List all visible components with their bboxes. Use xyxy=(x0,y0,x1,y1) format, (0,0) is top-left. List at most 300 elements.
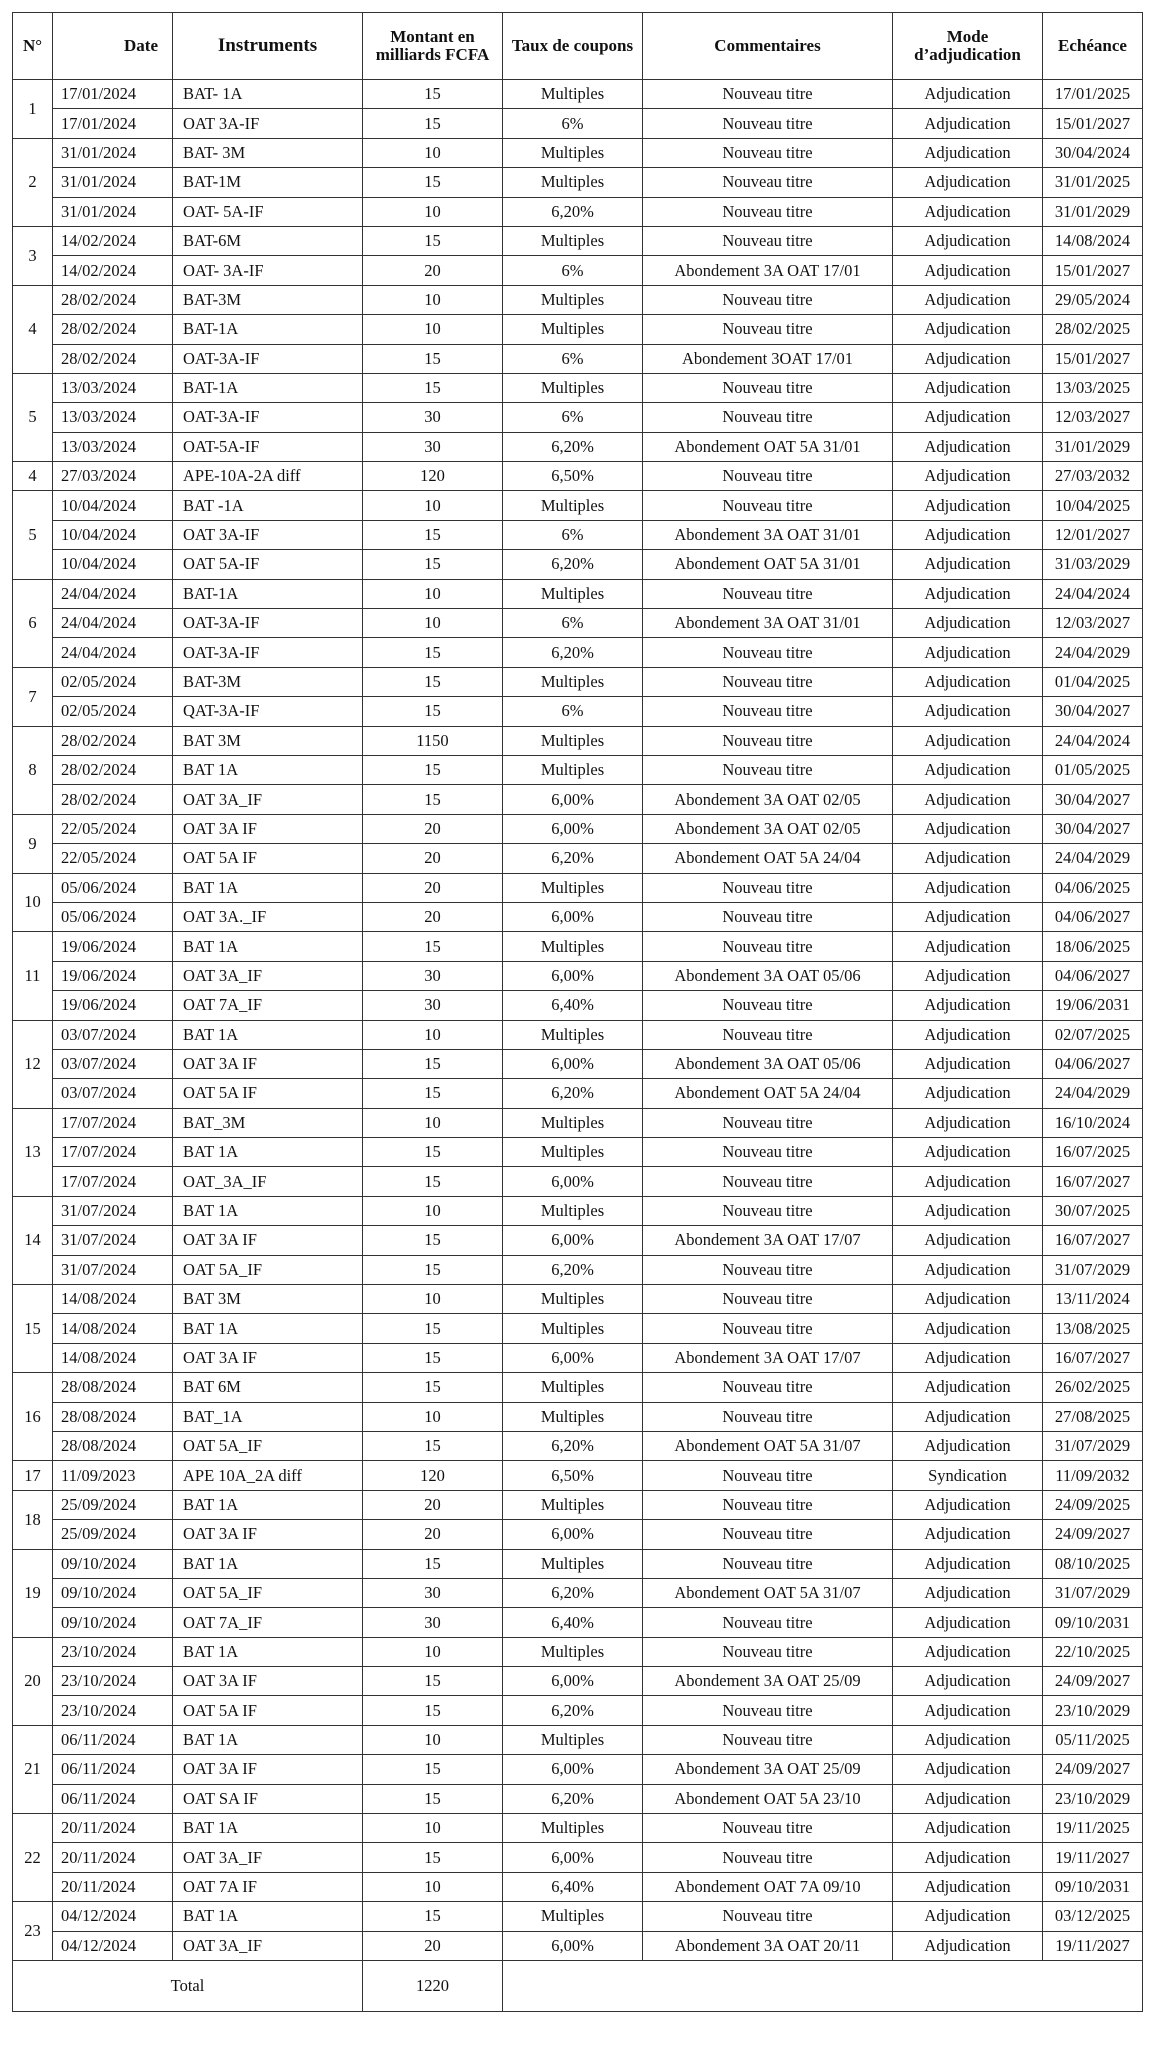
cell-commentaire: Abondement 3A OAT 02/05 xyxy=(643,785,893,814)
cell-echeance: 12/01/2027 xyxy=(1043,520,1143,549)
cell-date: 28/08/2024 xyxy=(53,1431,173,1460)
cell-instrument: OAT 5A_IF xyxy=(173,1255,363,1284)
cell-taux: 6,00% xyxy=(503,785,643,814)
cell-commentaire: Abondement 3OAT 17/01 xyxy=(643,344,893,373)
cell-commentaire: Nouveau titre xyxy=(643,1402,893,1431)
table-row xyxy=(13,1667,1143,1696)
cell-instrument: OAT 3A_IF xyxy=(173,785,363,814)
cell-mode: Adjudication xyxy=(893,432,1043,461)
cell-mode: Adjudication xyxy=(893,256,1043,285)
cell-echeance: 15/01/2027 xyxy=(1043,256,1143,285)
cell-mode: Adjudication xyxy=(893,550,1043,579)
cell-montant: 15 xyxy=(363,1667,503,1696)
cell-instrument: OAT 7A_IF xyxy=(173,991,363,1020)
cell-montant: 15 xyxy=(363,1343,503,1372)
cell-date: 23/10/2024 xyxy=(53,1667,173,1696)
cell-echeance: 02/07/2025 xyxy=(1043,1020,1143,1049)
header-mode: Mode d’adjudication xyxy=(893,13,1043,80)
cell-echeance: 12/03/2027 xyxy=(1043,403,1143,432)
cell-montant: 30 xyxy=(363,961,503,990)
cell-echeance: 18/06/2025 xyxy=(1043,932,1143,961)
cell-commentaire: Abondement 3A OAT 05/06 xyxy=(643,961,893,990)
cell-instrument: OAT 3A IF xyxy=(173,1520,363,1549)
cell-taux: 6,50% xyxy=(503,462,643,491)
cell-instrument: OAT-3A-IF xyxy=(173,609,363,638)
cell-montant: 20 xyxy=(363,1931,503,1960)
table-row xyxy=(13,1285,1143,1314)
cell-commentaire: Nouveau titre xyxy=(643,1902,893,1931)
cell-date: 31/07/2024 xyxy=(53,1226,173,1255)
cell-taux: Multiples xyxy=(503,138,643,167)
cell-date: 20/11/2024 xyxy=(53,1843,173,1872)
cell-instrument: OAT 3A IF xyxy=(173,1343,363,1372)
cell-date: 28/08/2024 xyxy=(53,1402,173,1431)
table-row xyxy=(13,197,1143,226)
cell-commentaire: Abondement 3A OAT 25/09 xyxy=(643,1667,893,1696)
cell-echeance: 15/01/2027 xyxy=(1043,109,1143,138)
cell-mode: Adjudication xyxy=(893,1314,1043,1343)
cell-mode: Adjudication xyxy=(893,726,1043,755)
cell-date: 09/10/2024 xyxy=(53,1578,173,1607)
cell-montant: 30 xyxy=(363,432,503,461)
cell-instrument: OAT-3A-IF xyxy=(173,403,363,432)
table-row xyxy=(13,726,1143,755)
group-number: 18 xyxy=(13,1490,53,1549)
cell-commentaire: Abondement 3A OAT 02/05 xyxy=(643,814,893,843)
cell-instrument: BAT 3M xyxy=(173,726,363,755)
cell-date: 06/11/2024 xyxy=(53,1784,173,1813)
cell-date: 09/10/2024 xyxy=(53,1549,173,1578)
cell-instrument: BAT 3M xyxy=(173,1285,363,1314)
cell-mode: Adjudication xyxy=(893,961,1043,990)
cell-taux: 6,00% xyxy=(503,1049,643,1078)
cell-echeance: 01/04/2025 xyxy=(1043,667,1143,696)
cell-instrument: BAT-1A xyxy=(173,373,363,402)
cell-montant: 15 xyxy=(363,1226,503,1255)
cell-echeance: 31/07/2029 xyxy=(1043,1578,1143,1607)
table-row xyxy=(13,609,1143,638)
group-number: 11 xyxy=(13,932,53,1020)
table-row xyxy=(13,520,1143,549)
cell-mode: Adjudication xyxy=(893,873,1043,902)
cell-instrument: OAT 3A IF xyxy=(173,1049,363,1078)
cell-mode: Adjudication xyxy=(893,1696,1043,1725)
group-number: 4 xyxy=(13,462,53,491)
cell-instrument: BAT-3M xyxy=(173,285,363,314)
cell-montant: 15 xyxy=(363,1314,503,1343)
cell-mode: Adjudication xyxy=(893,1667,1043,1696)
cell-mode: Adjudication xyxy=(893,1167,1043,1196)
cell-instrument: OAT 5A-IF xyxy=(173,550,363,579)
cell-mode: Syndication xyxy=(893,1461,1043,1490)
cell-mode: Adjudication xyxy=(893,1285,1043,1314)
cell-instrument: BAT-1A xyxy=(173,315,363,344)
cell-commentaire: Nouveau titre xyxy=(643,1608,893,1637)
table-row xyxy=(13,432,1143,461)
cell-taux: Multiples xyxy=(503,1020,643,1049)
group-number: 10 xyxy=(13,873,53,932)
cell-commentaire: Abondement 3A OAT 05/06 xyxy=(643,1049,893,1078)
cell-instrument: BAT 1A xyxy=(173,932,363,961)
cell-commentaire: Nouveau titre xyxy=(643,1520,893,1549)
cell-date: 14/02/2024 xyxy=(53,256,173,285)
cell-echeance: 24/09/2027 xyxy=(1043,1755,1143,1784)
cell-taux: Multiples xyxy=(503,755,643,784)
cell-echeance: 24/04/2029 xyxy=(1043,1079,1143,1108)
cell-commentaire: Nouveau titre xyxy=(643,1696,893,1725)
cell-echeance: 11/09/2032 xyxy=(1043,1461,1143,1490)
cell-date: 28/08/2024 xyxy=(53,1373,173,1402)
cell-instrument: BAT 1A xyxy=(173,1902,363,1931)
cell-taux: 6% xyxy=(503,109,643,138)
cell-echeance: 16/10/2024 xyxy=(1043,1108,1143,1137)
cell-instrument: BAT-6M xyxy=(173,226,363,255)
header-instruments: Instruments xyxy=(173,13,363,80)
cell-echeance: 15/01/2027 xyxy=(1043,344,1143,373)
cell-echeance: 19/11/2025 xyxy=(1043,1814,1143,1843)
cell-taux: Multiples xyxy=(503,1725,643,1754)
cell-echeance: 16/07/2027 xyxy=(1043,1226,1143,1255)
cell-taux: 6,20% xyxy=(503,1784,643,1813)
group-number: 20 xyxy=(13,1637,53,1725)
cell-date: 14/08/2024 xyxy=(53,1285,173,1314)
cell-taux: 6,00% xyxy=(503,902,643,931)
cell-date: 31/07/2024 xyxy=(53,1255,173,1284)
cell-taux: Multiples xyxy=(503,168,643,197)
cell-mode: Adjudication xyxy=(893,1108,1043,1137)
cell-taux: 6,20% xyxy=(503,197,643,226)
cell-instrument: OAT-3A-IF xyxy=(173,344,363,373)
cell-instrument: BAT 1A xyxy=(173,1314,363,1343)
issuance-table xyxy=(12,12,1143,2012)
cell-mode: Adjudication xyxy=(893,844,1043,873)
cell-commentaire: Nouveau titre xyxy=(643,1020,893,1049)
cell-instrument: OAT_3A_IF xyxy=(173,1167,363,1196)
cell-mode: Adjudication xyxy=(893,1872,1043,1901)
table-row xyxy=(13,1196,1143,1225)
cell-montant: 20 xyxy=(363,873,503,902)
cell-mode: Adjudication xyxy=(893,1079,1043,1108)
cell-mode: Adjudication xyxy=(893,168,1043,197)
cell-taux: 6% xyxy=(503,256,643,285)
cell-commentaire: Nouveau titre xyxy=(643,1255,893,1284)
cell-echeance: 16/07/2027 xyxy=(1043,1343,1143,1372)
cell-mode: Adjudication xyxy=(893,1196,1043,1225)
group-number: 13 xyxy=(13,1108,53,1196)
cell-instrument: QAT-3A-IF xyxy=(173,697,363,726)
cell-echeance: 13/11/2024 xyxy=(1043,1285,1143,1314)
table-row xyxy=(13,1902,1143,1931)
cell-date: 25/09/2024 xyxy=(53,1520,173,1549)
cell-commentaire: Nouveau titre xyxy=(643,1167,893,1196)
cell-commentaire: Nouveau titre xyxy=(643,667,893,696)
cell-montant: 30 xyxy=(363,1578,503,1607)
cell-instrument: BAT_3M xyxy=(173,1108,363,1137)
cell-mode: Adjudication xyxy=(893,1490,1043,1519)
cell-taux: 6% xyxy=(503,403,643,432)
cell-montant: 10 xyxy=(363,1814,503,1843)
cell-montant: 15 xyxy=(363,932,503,961)
cell-commentaire: Abondement 3A OAT 31/01 xyxy=(643,520,893,549)
cell-instrument: OAT 5A IF xyxy=(173,844,363,873)
cell-montant: 15 xyxy=(363,1431,503,1460)
cell-taux: Multiples xyxy=(503,80,643,109)
cell-montant: 30 xyxy=(363,403,503,432)
cell-date: 17/07/2024 xyxy=(53,1138,173,1167)
table-row xyxy=(13,403,1143,432)
cell-echeance: 13/08/2025 xyxy=(1043,1314,1143,1343)
cell-mode: Adjudication xyxy=(893,785,1043,814)
table-row xyxy=(13,1255,1143,1284)
cell-commentaire: Abondement OAT 5A 31/01 xyxy=(643,432,893,461)
cell-montant: 10 xyxy=(363,1872,503,1901)
cell-mode: Adjudication xyxy=(893,1578,1043,1607)
table-row xyxy=(13,1402,1143,1431)
cell-instrument: OAT 3A IF xyxy=(173,1755,363,1784)
cell-commentaire: Nouveau titre xyxy=(643,1549,893,1578)
table-row xyxy=(13,1049,1143,1078)
cell-taux: 6,20% xyxy=(503,1578,643,1607)
table-row xyxy=(13,844,1143,873)
table-row xyxy=(13,1431,1143,1460)
cell-montant: 15 xyxy=(363,550,503,579)
cell-echeance: 24/09/2027 xyxy=(1043,1667,1143,1696)
table-row xyxy=(13,638,1143,667)
cell-instrument: OAT 5A IF xyxy=(173,1079,363,1108)
cell-instrument: OAT 3A IF xyxy=(173,1226,363,1255)
cell-taux: Multiples xyxy=(503,873,643,902)
cell-taux: 6,00% xyxy=(503,814,643,843)
cell-taux: Multiples xyxy=(503,726,643,755)
cell-montant: 15 xyxy=(363,667,503,696)
cell-instrument: BAT 1A xyxy=(173,873,363,902)
cell-montant: 15 xyxy=(363,638,503,667)
cell-taux: 6,40% xyxy=(503,1872,643,1901)
cell-date: 06/11/2024 xyxy=(53,1755,173,1784)
cell-montant: 15 xyxy=(363,1784,503,1813)
cell-mode: Adjudication xyxy=(893,373,1043,402)
cell-instrument: BAT- 1A xyxy=(173,80,363,109)
cell-taux: 6,00% xyxy=(503,1755,643,1784)
cell-montant: 15 xyxy=(363,697,503,726)
cell-echeance: 14/08/2024 xyxy=(1043,226,1143,255)
table-row xyxy=(13,785,1143,814)
table-row xyxy=(13,344,1143,373)
cell-echeance: 04/06/2025 xyxy=(1043,873,1143,902)
cell-commentaire: Abondement 3A OAT 20/11 xyxy=(643,1931,893,1960)
cell-date: 13/03/2024 xyxy=(53,403,173,432)
cell-echeance: 31/07/2029 xyxy=(1043,1431,1143,1460)
table-row xyxy=(13,1461,1143,1490)
cell-commentaire: Abondement OAT 5A 23/10 xyxy=(643,1784,893,1813)
cell-montant: 15 xyxy=(363,1549,503,1578)
cell-date: 03/07/2024 xyxy=(53,1049,173,1078)
cell-commentaire: Nouveau titre xyxy=(643,1138,893,1167)
cell-instrument: OAT 3A._IF xyxy=(173,902,363,931)
cell-date: 28/02/2024 xyxy=(53,755,173,784)
table-row xyxy=(13,491,1143,520)
cell-montant: 15 xyxy=(363,755,503,784)
cell-echeance: 04/06/2027 xyxy=(1043,961,1143,990)
cell-montant: 15 xyxy=(363,1138,503,1167)
cell-commentaire: Abondement OAT 7A 09/10 xyxy=(643,1872,893,1901)
cell-montant: 10 xyxy=(363,1725,503,1754)
cell-taux: Multiples xyxy=(503,1196,643,1225)
cell-date: 19/06/2024 xyxy=(53,932,173,961)
group-number: 3 xyxy=(13,226,53,285)
cell-montant: 15 xyxy=(363,373,503,402)
cell-date: 09/10/2024 xyxy=(53,1608,173,1637)
cell-echeance: 24/09/2025 xyxy=(1043,1490,1143,1519)
cell-mode: Adjudication xyxy=(893,1343,1043,1372)
cell-instrument: APE-10A-2A diff xyxy=(173,462,363,491)
table-row xyxy=(13,168,1143,197)
cell-instrument: OAT 3A IF xyxy=(173,1667,363,1696)
group-number: 15 xyxy=(13,1285,53,1373)
group-number: 1 xyxy=(13,80,53,139)
cell-date: 31/07/2024 xyxy=(53,1196,173,1225)
table-row xyxy=(13,1490,1143,1519)
cell-mode: Adjudication xyxy=(893,138,1043,167)
table-row xyxy=(13,873,1143,902)
cell-instrument: BAT 1A xyxy=(173,1138,363,1167)
cell-commentaire: Nouveau titre xyxy=(643,579,893,608)
cell-mode: Adjudication xyxy=(893,902,1043,931)
cell-commentaire: Nouveau titre xyxy=(643,80,893,109)
table-row xyxy=(13,902,1143,931)
cell-echeance: 04/06/2027 xyxy=(1043,902,1143,931)
cell-taux: 6,00% xyxy=(503,961,643,990)
cell-date: 28/02/2024 xyxy=(53,726,173,755)
cell-date: 31/01/2024 xyxy=(53,197,173,226)
cell-montant: 15 xyxy=(363,226,503,255)
cell-echeance: 22/10/2025 xyxy=(1043,1637,1143,1666)
cell-taux: 6% xyxy=(503,520,643,549)
cell-mode: Adjudication xyxy=(893,697,1043,726)
table-row xyxy=(13,1608,1143,1637)
cell-montant: 30 xyxy=(363,991,503,1020)
cell-echeance: 27/08/2025 xyxy=(1043,1402,1143,1431)
group-number: 2 xyxy=(13,138,53,226)
cell-taux: Multiples xyxy=(503,1902,643,1931)
cell-date: 17/07/2024 xyxy=(53,1167,173,1196)
group-number: 9 xyxy=(13,814,53,873)
cell-taux: Multiples xyxy=(503,1637,643,1666)
table-row xyxy=(13,1138,1143,1167)
cell-mode: Adjudication xyxy=(893,1020,1043,1049)
cell-date: 24/04/2024 xyxy=(53,638,173,667)
cell-date: 10/04/2024 xyxy=(53,491,173,520)
cell-mode: Adjudication xyxy=(893,755,1043,784)
cell-date: 24/04/2024 xyxy=(53,609,173,638)
cell-montant: 20 xyxy=(363,256,503,285)
cell-date: 31/01/2024 xyxy=(53,138,173,167)
cell-date: 04/12/2024 xyxy=(53,1931,173,1960)
cell-echeance: 30/04/2027 xyxy=(1043,785,1143,814)
table-row xyxy=(13,1549,1143,1578)
cell-mode: Adjudication xyxy=(893,197,1043,226)
cell-mode: Adjudication xyxy=(893,667,1043,696)
cell-date: 10/04/2024 xyxy=(53,520,173,549)
cell-taux: Multiples xyxy=(503,226,643,255)
cell-date: 02/05/2024 xyxy=(53,667,173,696)
cell-echeance: 30/04/2027 xyxy=(1043,697,1143,726)
table-row xyxy=(13,1314,1143,1343)
cell-mode: Adjudication xyxy=(893,315,1043,344)
cell-date: 28/02/2024 xyxy=(53,785,173,814)
cell-mode: Adjudication xyxy=(893,344,1043,373)
table-row xyxy=(13,579,1143,608)
cell-montant: 15 xyxy=(363,80,503,109)
cell-commentaire: Abondement 3A OAT 17/07 xyxy=(643,1226,893,1255)
group-number: 7 xyxy=(13,667,53,726)
table-row xyxy=(13,697,1143,726)
cell-echeance: 29/05/2024 xyxy=(1043,285,1143,314)
group-number: 16 xyxy=(13,1373,53,1461)
cell-instrument: BAT-1M xyxy=(173,168,363,197)
cell-taux: Multiples xyxy=(503,667,643,696)
table-row xyxy=(13,550,1143,579)
cell-commentaire: Nouveau titre xyxy=(643,902,893,931)
cell-taux: 6,20% xyxy=(503,1079,643,1108)
cell-mode: Adjudication xyxy=(893,1402,1043,1431)
cell-mode: Adjudication xyxy=(893,1931,1043,1960)
cell-montant: 10 xyxy=(363,1196,503,1225)
cell-mode: Adjudication xyxy=(893,285,1043,314)
cell-taux: 6,40% xyxy=(503,991,643,1020)
cell-montant: 15 xyxy=(363,1696,503,1725)
total-filler xyxy=(503,1961,1143,2012)
cell-commentaire: Nouveau titre xyxy=(643,1814,893,1843)
cell-echeance: 16/07/2025 xyxy=(1043,1138,1143,1167)
cell-instrument: OAT 7A_IF xyxy=(173,1608,363,1637)
cell-instrument: OAT 3A_IF xyxy=(173,1931,363,1960)
cell-montant: 20 xyxy=(363,1490,503,1519)
cell-date: 19/06/2024 xyxy=(53,961,173,990)
cell-taux: 6,40% xyxy=(503,1608,643,1637)
cell-instrument: OAT 5A_IF xyxy=(173,1578,363,1607)
cell-taux: Multiples xyxy=(503,1402,643,1431)
cell-echeance: 31/03/2029 xyxy=(1043,550,1143,579)
cell-commentaire: Nouveau titre xyxy=(643,932,893,961)
cell-taux: Multiples xyxy=(503,1814,643,1843)
cell-taux: 6,20% xyxy=(503,844,643,873)
cell-date: 17/07/2024 xyxy=(53,1108,173,1137)
cell-taux: Multiples xyxy=(503,1314,643,1343)
cell-commentaire: Nouveau titre xyxy=(643,226,893,255)
cell-instrument: BAT 1A xyxy=(173,755,363,784)
cell-instrument: BAT -1A xyxy=(173,491,363,520)
cell-instrument: BAT 1A xyxy=(173,1020,363,1049)
cell-date: 19/06/2024 xyxy=(53,991,173,1020)
cell-echeance: 23/10/2029 xyxy=(1043,1696,1143,1725)
cell-date: 17/01/2024 xyxy=(53,80,173,109)
cell-instrument: OAT 3A-IF xyxy=(173,109,363,138)
cell-echeance: 31/01/2029 xyxy=(1043,197,1143,226)
cell-date: 10/04/2024 xyxy=(53,550,173,579)
cell-commentaire: Abondement OAT 5A 31/01 xyxy=(643,550,893,579)
table-row xyxy=(13,667,1143,696)
cell-commentaire: Nouveau titre xyxy=(643,315,893,344)
cell-commentaire: Abondement 3A OAT 17/07 xyxy=(643,1343,893,1372)
cell-mode: Adjudication xyxy=(893,1431,1043,1460)
cell-taux: 6,20% xyxy=(503,1431,643,1460)
table-row xyxy=(13,1578,1143,1607)
cell-taux: 6,00% xyxy=(503,1931,643,1960)
cell-date: 04/12/2024 xyxy=(53,1902,173,1931)
group-number: 12 xyxy=(13,1020,53,1108)
cell-instrument: BAT 1A xyxy=(173,1814,363,1843)
